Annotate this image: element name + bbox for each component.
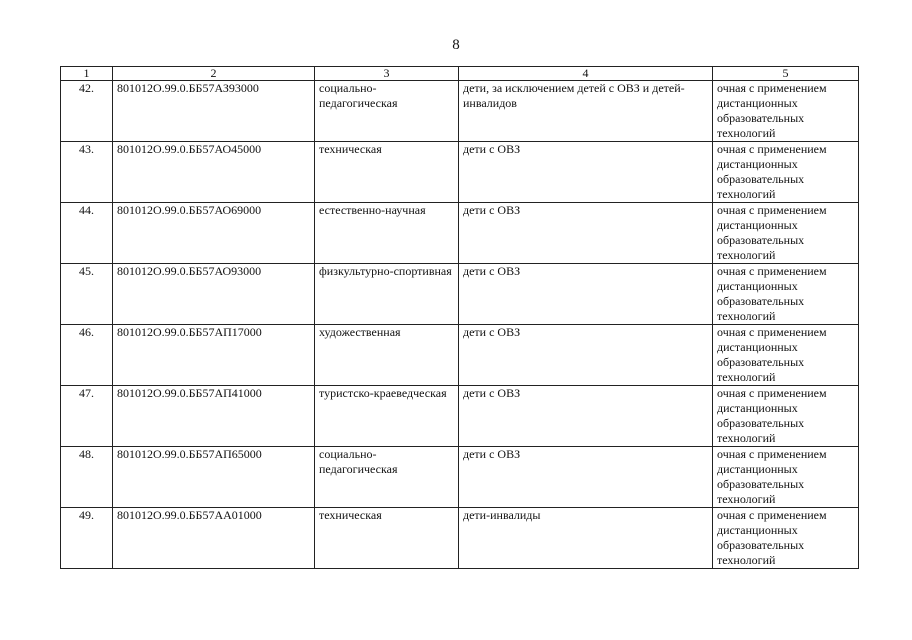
service-code-cell: 801012О.99.0.ББ57АА01000 (113, 508, 315, 569)
orientation-cell: физкультурно-спортивная (315, 264, 459, 325)
form-cell: очная с применением дистанционных образовательных технологий (713, 325, 859, 386)
service-code-cell: 801012О.99.0.ББ57АП65000 (113, 447, 315, 508)
category-cell: дети с ОВЗ (459, 325, 713, 386)
form-cell: очная с применением дистанционных образовательных технологий (713, 508, 859, 569)
service-code-cell: 801012О.99.0.ББ57АП17000 (113, 325, 315, 386)
table-row (61, 142, 859, 203)
category-cell: дети с ОВЗ (459, 142, 713, 203)
table-row (61, 81, 859, 142)
row-number-cell: 49. (61, 508, 113, 569)
service-code-cell: 801012О.99.0.ББ57АО93000 (113, 264, 315, 325)
orientation-cell: техническая (315, 508, 459, 569)
category-cell: дети с ОВЗ (459, 447, 713, 508)
table-row (61, 264, 859, 325)
form-cell: очная с применением дистанционных образовательных технологий (713, 142, 859, 203)
row-number-cell: 46. (61, 325, 113, 386)
services-table (60, 66, 859, 569)
table-row (61, 386, 859, 447)
service-code-cell: 801012О.99.0.ББ57АО69000 (113, 203, 315, 264)
orientation-cell: естественно-научная (315, 203, 459, 264)
table-header-row (61, 67, 859, 81)
table-row (61, 203, 859, 264)
category-cell: дети с ОВЗ (459, 386, 713, 447)
form-cell: очная с применением дистанционных образовательных технологий (713, 447, 859, 508)
row-number-cell: 47. (61, 386, 113, 447)
category-cell: дети, за исключением детей с ОВЗ и детей-инвалидов (459, 81, 713, 142)
table-row (61, 325, 859, 386)
column-header: 3 (315, 67, 459, 81)
service-code-cell: 801012О.99.0.ББ57АП41000 (113, 386, 315, 447)
column-header: 5 (713, 67, 859, 81)
form-cell: очная с применением дистанционных образовательных технологий (713, 264, 859, 325)
row-number-cell: 45. (61, 264, 113, 325)
category-cell: дети с ОВЗ (459, 264, 713, 325)
form-cell: очная с применением дистанционных образовательных технологий (713, 203, 859, 264)
row-number-cell: 48. (61, 447, 113, 508)
orientation-cell: художественная (315, 325, 459, 386)
form-cell: очная с применением дистанционных образовательных технологий (713, 386, 859, 447)
page-number: 8 (452, 37, 460, 53)
column-header: 1 (61, 67, 113, 81)
row-number-cell: 42. (61, 81, 113, 142)
table-row (61, 508, 859, 569)
category-cell: дети-инвалиды (459, 508, 713, 569)
column-header: 2 (113, 67, 315, 81)
orientation-cell: социально-педагогическая (315, 81, 459, 142)
orientation-cell: туристско-краеведческая (315, 386, 459, 447)
orientation-cell: техническая (315, 142, 459, 203)
table-row (61, 447, 859, 508)
form-cell: очная с применением дистанционных образовательных технологий (713, 81, 859, 142)
service-code-cell: 801012О.99.0.ББ57АО45000 (113, 142, 315, 203)
row-number-cell: 43. (61, 142, 113, 203)
orientation-cell: социально-педагогическая (315, 447, 459, 508)
column-header: 4 (459, 67, 713, 81)
category-cell: дети с ОВЗ (459, 203, 713, 264)
service-code-cell: 801012О.99.0.ББ57АЗ93000 (113, 81, 315, 142)
row-number-cell: 44. (61, 203, 113, 264)
